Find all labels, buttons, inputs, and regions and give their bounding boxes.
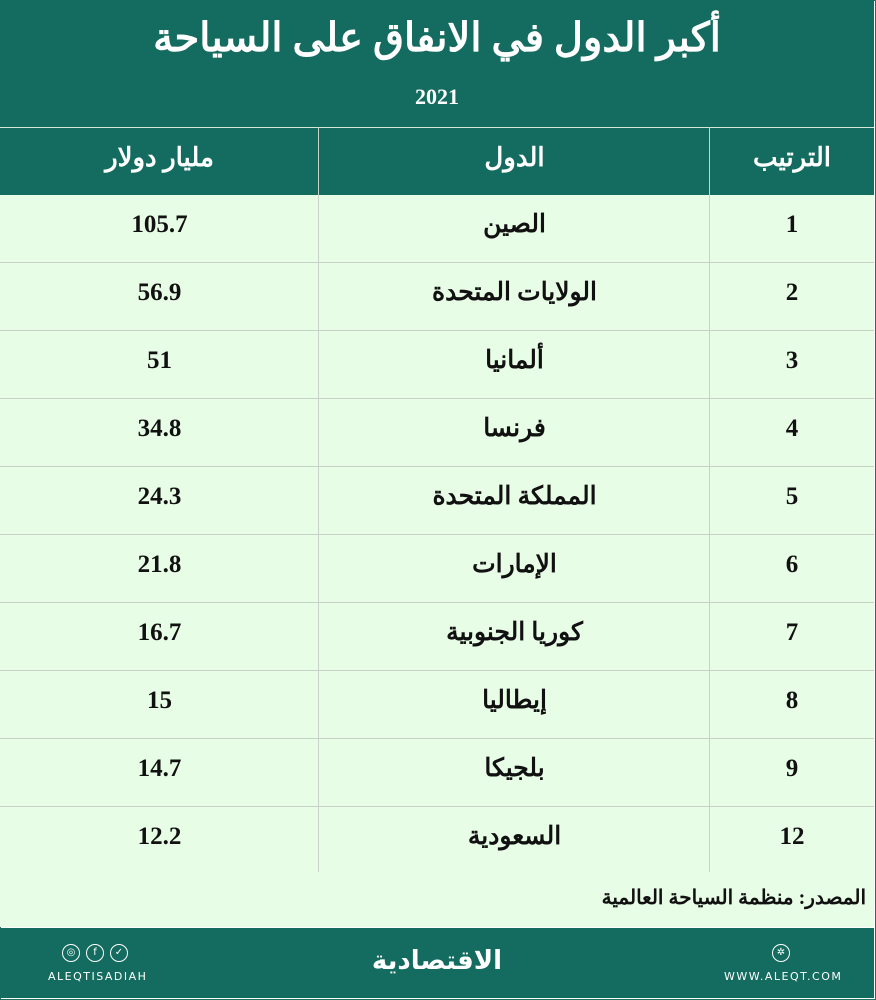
cell-rank: 2 <box>785 279 799 306</box>
page-title: أكبر الدول في الانفاق على السياحة <box>153 15 721 60</box>
column-divider <box>709 127 710 872</box>
cell-rank: 4 <box>785 415 799 442</box>
cell-rank: 9 <box>785 755 799 782</box>
cell-value: 14.7 <box>137 755 182 782</box>
table-row <box>0 263 874 331</box>
column-header-value: مليار دولار <box>105 143 214 172</box>
table-row <box>0 331 874 399</box>
table-row <box>0 399 874 467</box>
table-row <box>0 671 874 739</box>
cell-rank: 5 <box>785 483 799 510</box>
cell-value: 12.2 <box>137 823 182 850</box>
column-divider <box>318 127 319 872</box>
table-row <box>0 195 874 263</box>
source-note <box>0 873 874 927</box>
cell-value: 34.8 <box>137 415 182 442</box>
cell-rank: 8 <box>785 687 799 714</box>
cell-country: فرنسا <box>483 415 546 442</box>
cell-rank: 7 <box>785 619 799 646</box>
year-label: 2021 <box>415 84 459 109</box>
instagram-icon[interactable]: ◎ <box>62 944 80 962</box>
cell-country: كوريا الجنوبية <box>446 619 583 646</box>
cell-value: 24.3 <box>137 483 182 510</box>
table-row <box>0 603 874 671</box>
cell-country: بلجيكا <box>484 755 545 782</box>
facebook-icon[interactable]: f <box>86 944 104 962</box>
cell-country: الإمارات <box>472 551 557 578</box>
twitter-icon[interactable]: ✓ <box>110 944 128 962</box>
cell-rank: 3 <box>785 347 799 374</box>
table-header <box>0 127 874 195</box>
source-text: المصدر: منظمة السياحة العالمية <box>601 887 866 909</box>
cell-rank: 6 <box>785 551 799 578</box>
cell-country: المملكة المتحدة <box>432 483 597 510</box>
website-link[interactable]: WWW.ALEQT.COM <box>724 970 843 983</box>
cell-value: 15 <box>147 687 172 714</box>
header <box>0 0 874 127</box>
cell-value: 21.8 <box>137 551 182 578</box>
table-row <box>0 739 874 807</box>
table-body <box>0 195 874 875</box>
cell-value: 56.9 <box>137 279 182 306</box>
column-header-rank: الترتيب <box>753 143 831 172</box>
column-header-country: الدول <box>484 143 545 172</box>
brand-logo: الاقتصادية <box>371 946 503 976</box>
footer <box>0 928 874 998</box>
cell-country: السعودية <box>467 823 562 850</box>
cell-country: الصين <box>483 211 546 238</box>
table-row <box>0 807 874 875</box>
cell-value: 105.7 <box>131 211 188 238</box>
cell-country: الولايات المتحدة <box>431 279 597 306</box>
cell-country: إيطاليا <box>482 687 547 714</box>
cell-value: 16.7 <box>137 619 182 646</box>
table-row <box>0 467 874 535</box>
cell-rank: 12 <box>779 823 805 850</box>
cell-value: 51 <box>147 347 172 374</box>
table-row <box>0 535 874 603</box>
cell-country: ألمانيا <box>485 347 544 374</box>
web-icon: ✲ <box>772 944 790 962</box>
cell-rank: 1 <box>785 211 799 238</box>
social-handle[interactable]: ALEQTISADIAH <box>48 970 148 983</box>
